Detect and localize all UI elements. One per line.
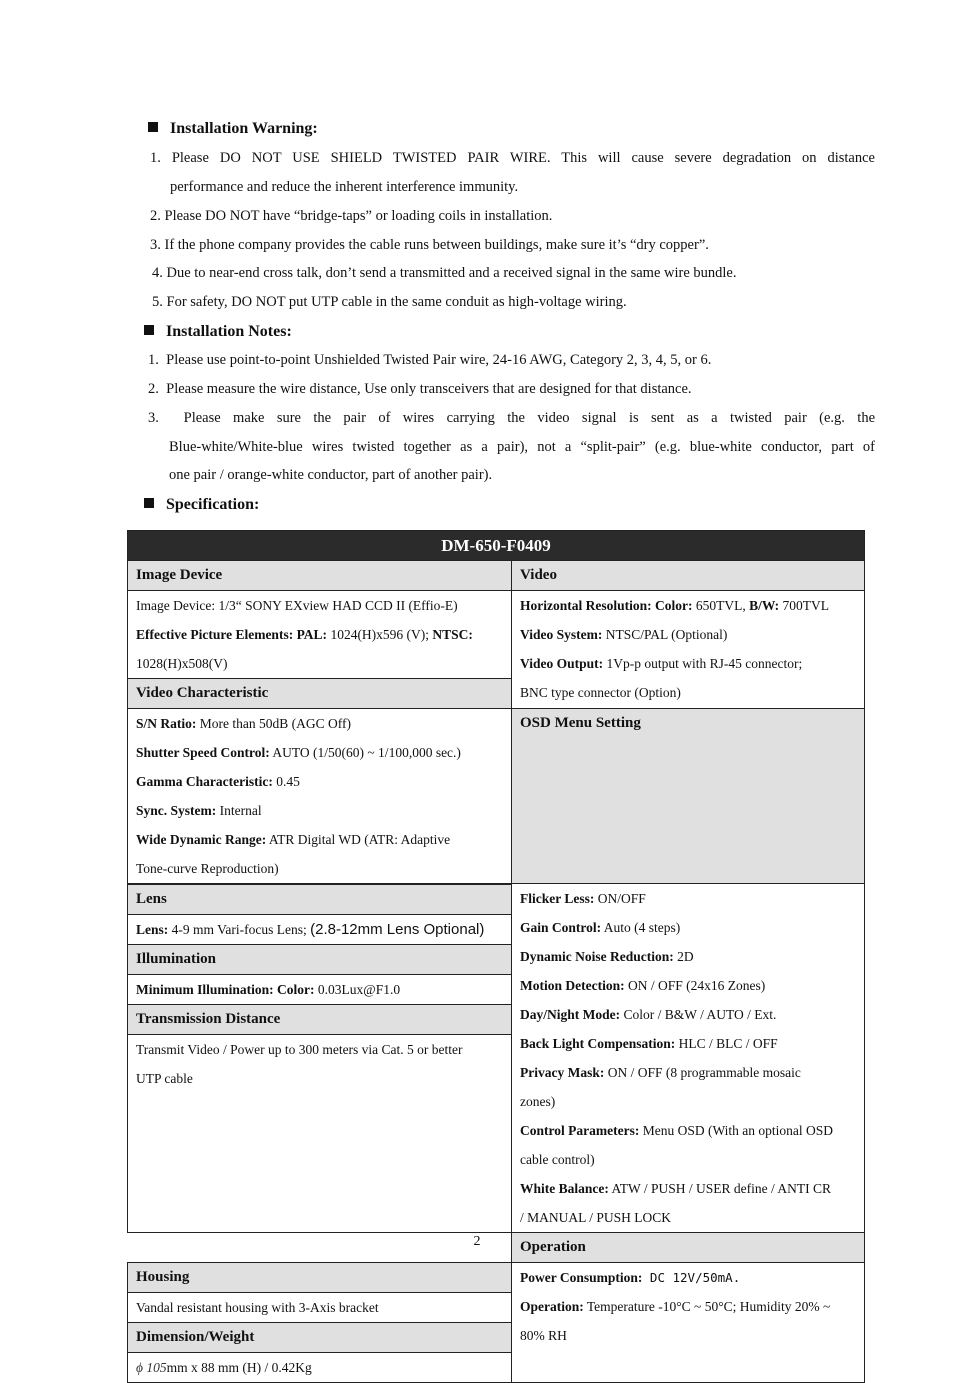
illumination-cell: Minimum Illumination: Color: 0.03Lux@F1.0 bbox=[128, 975, 512, 1005]
warning-item-4: 4. Due to near-end cross talk, don’t send a transmitted and a received signal in the same wire bundle. bbox=[152, 265, 737, 281]
video-characteristic-cell: S/N Ratio: More than 50dB (AGC Off) Shutter Speed Control: AUTO (1/50(60) ~ 1/100,000 sec.) Gamma Characteristic: 0.45 Sync. System: Internal Wide Dynamic Range: ATR Digital WD (ATR: Adaptive Tone-curve Reproduction) bbox=[128, 709, 512, 884]
warning-item-5: 5. For safety, DO NOT put UTP cable in the same conduit as high-voltage wiring. bbox=[152, 294, 627, 310]
notes-item-3: 3. Please make sure the pair of wires carrying the video signal is sent as a twisted pair (e.g. the bbox=[148, 410, 875, 426]
model-title: DM-650-F0409 bbox=[128, 531, 865, 561]
illumination-header: Illumination bbox=[128, 945, 512, 975]
transmission-cell: Transmit Video / Power up to 300 meters via Cat. 5 or better UTP cable bbox=[128, 1035, 512, 1233]
warning-item-2: 2. Please DO NOT have “bridge-taps” or loading coils in installation. bbox=[150, 208, 553, 224]
page-number: 2 bbox=[473, 1234, 481, 1249]
operation-header: Operation bbox=[512, 1233, 865, 1263]
transmission-header: Transmission Distance bbox=[128, 1005, 512, 1035]
bullet-square-icon bbox=[144, 498, 154, 508]
dimension-header: Dimension/Weight bbox=[128, 1323, 512, 1353]
operation-cell: Power Consumption: DC 12V/50mA. Operation: Temperature -10°C ~ 50°C; Humidity 20% ~ 80% RH bbox=[512, 1263, 865, 1383]
osd-menu-header: OSD Menu Setting bbox=[512, 709, 865, 884]
installation-warning-heading: Installation Warning: bbox=[148, 120, 318, 138]
notes-item-3-cont: Blue-white/White-blue wires twisted together as a pair), not a “split-pair” (e.g. blue-white conductor, part of bbox=[169, 439, 875, 455]
warning-item-1-cont: performance and reduce the inherent interference immunity. bbox=[170, 179, 519, 195]
housing-header: Housing bbox=[128, 1263, 512, 1293]
installation-notes-heading: Installation Notes: bbox=[144, 323, 292, 341]
bullet-square-icon bbox=[148, 122, 158, 132]
notes-item-2: 2. Please measure the wire distance, Use only transceivers that are designed for that distance. bbox=[148, 381, 692, 397]
warning-item-1: 1. Please DO NOT USE SHIELD TWISTED PAIR WIRE. This will cause severe degradation on distance bbox=[150, 150, 875, 166]
notes-item-3-cont2: one pair / orange-white conductor, part of another pair). bbox=[169, 467, 493, 483]
video-cell: Horizontal Resolution: Color: 650TVL, B/W: 700TVL Video System: NTSC/PAL (Optional) Video Output: 1Vp-p output with RJ-45 connector; BNC type connector (Option) bbox=[512, 591, 865, 709]
video-header: Video bbox=[512, 561, 865, 591]
specification-heading: Specification: bbox=[144, 496, 259, 514]
lens-header: Lens bbox=[128, 885, 512, 915]
lens-cell: Lens: 4-9 mm Vari-focus Lens; (2.8-12mm Lens Optional) bbox=[128, 915, 512, 945]
spec-table bbox=[127, 530, 865, 1383]
image-device-cell: Image Device: 1/3“ SONY EXview HAD CCD II (Effio-E) Effective Picture Elements: PAL: 1024(H)x596 (V); NTSC: 1028(H)x508(V) bbox=[128, 591, 512, 679]
warning-item-3: 3. If the phone company provides the cable runs between buildings, make sure it’s “dry copper”. bbox=[150, 237, 709, 253]
dimension-cell: ϕ 105mm x 88 mm (H) / 0.42Kg bbox=[128, 1353, 512, 1383]
housing-cell: Vandal resistant housing with 3-Axis bracket bbox=[128, 1293, 512, 1323]
notes-item-1: 1. Please use point-to-point Unshielded Twisted Pair wire, 24-16 AWG, Category 2, 3, 4, 5, or 6. bbox=[148, 352, 712, 368]
osd-menu-cell: Flicker Less: ON/OFF Gain Control: Auto (4 steps) Dynamic Noise Reduction: 2D Motion Detection: ON / OFF (24x16 Zones) Day/Night Mode: Color / B&W / AUTO / Ext. Back Light Compensation: HLC / BLC / OFF Privacy Mask: ON / OFF (8 programmable mosaic zones) Control Parameters: Menu OSD (With an optional OSD cable control) White Balance: ATW / PUSH / USER define / ANTI CR / MANUAL / PUSH LOCK bbox=[512, 884, 865, 1233]
image-device-header: Image Device bbox=[128, 561, 512, 591]
video-characteristic-header: Video Characteristic bbox=[128, 679, 512, 709]
bullet-square-icon bbox=[144, 325, 154, 335]
